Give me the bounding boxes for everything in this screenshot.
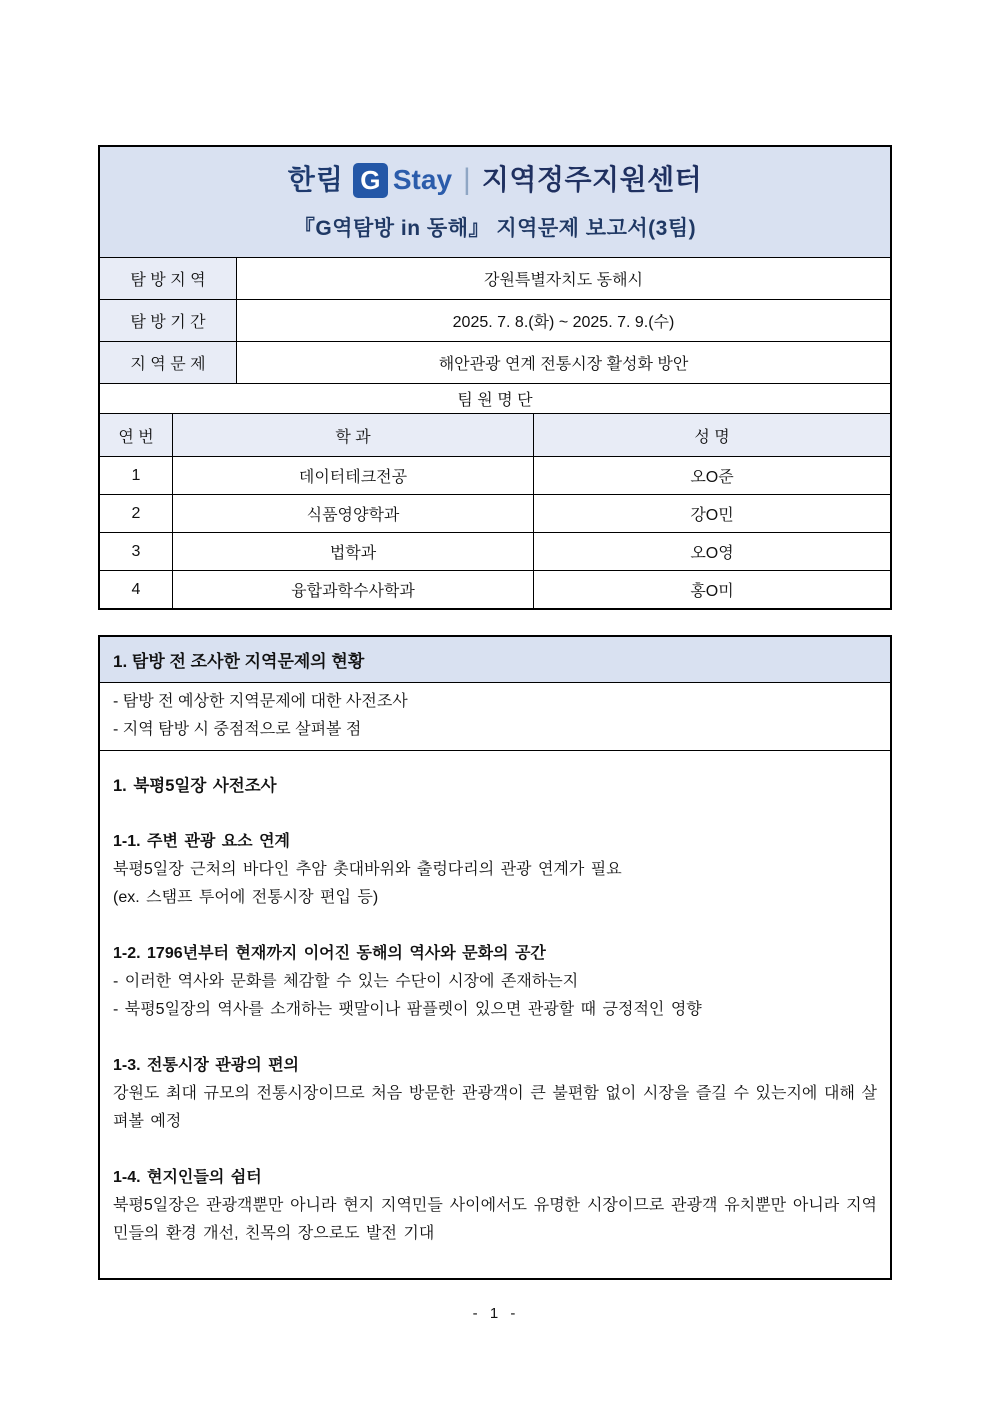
subsection-title: 1-2. 1796년부터 현재까지 이어진 동해의 역사와 문화의 공간	[113, 945, 546, 962]
member-no: 3	[100, 533, 173, 570]
report-title: 『G역탐방 in 동해』 지역문제 보고서(3팀)	[293, 216, 697, 240]
table-row	[100, 456, 890, 494]
subsection-title: 1-3. 전통시장 관광의 편의	[113, 1057, 300, 1074]
info-label-problem: 지 역 문 제	[100, 342, 237, 383]
table-row	[100, 532, 890, 570]
member-no: 2	[100, 495, 173, 532]
logo-separator: |	[463, 163, 471, 196]
team-table-header-row	[100, 413, 890, 456]
spacer	[113, 1136, 877, 1164]
section1-title: 1. 탐방 전 조사한 지역문제의 현황	[100, 637, 890, 682]
info-row-region	[100, 257, 890, 299]
member-name: 오O준	[690, 469, 734, 486]
member-name: 강O민	[690, 507, 734, 524]
member-no: 1	[100, 457, 173, 494]
member-dept: 식품영양학과	[173, 495, 534, 532]
page-number: - 1 -	[472, 1305, 520, 1322]
logo-hallym-text: 한림	[287, 164, 344, 195]
section1-bullet: - 탐방 전 예상한 지역문제에 대한 사전조사	[113, 693, 408, 710]
team-roster-title: 팀 원 명 단	[100, 383, 890, 413]
subsection-line: 북평5일장 근처의 바다인 추암 촛대바위와 출렁다리의 관광 연계가 필요	[113, 861, 622, 878]
subsection-1-3	[113, 1052, 877, 1136]
logo-stay-text: Stay	[392, 164, 453, 195]
team-header-name: 성 명	[694, 428, 730, 446]
info-value-problem: 해안관광 연계 전통시장 활성화 방안	[438, 356, 689, 373]
info-value-region: 강원특별자치도 동해시	[483, 272, 643, 289]
section1-block	[98, 635, 892, 1280]
subsection-line: (ex. 스탬프 투어에 전통시장 편입 등)	[113, 889, 379, 906]
subsection-line: - 이러한 역사와 문화를 체감할 수 있는 수단이 시장에 존재하는지	[113, 973, 579, 990]
member-dept: 데이터테크전공	[173, 457, 534, 494]
spacer	[113, 800, 877, 828]
info-value-period: 2025. 7. 8.(화) ~ 2025. 7. 9.(수)	[452, 314, 675, 331]
subsection-1-4	[113, 1164, 877, 1248]
subsection-title: 1-4. 현지인들의 쉼터	[113, 1169, 262, 1186]
spacer	[113, 912, 877, 940]
report-table	[98, 145, 892, 610]
logo-g-badge-icon: G	[353, 163, 388, 198]
info-label-period: 탐 방 기 간	[100, 300, 237, 341]
section1-body	[100, 750, 890, 1278]
subsection-1-1	[113, 828, 877, 912]
member-no: 4	[100, 571, 173, 608]
info-row-problem	[100, 341, 890, 383]
table-row	[100, 570, 890, 608]
body-heading: 1. 북평5일장 사전조사	[113, 777, 277, 795]
subsection-line: 북평5일장은 관광객뿐만 아니라 현지 지역민들 사이에서도 유명한 시장이므로 관광객 유치뿐만 아니라 지역민들의 환경 개선, 친목의 장으로도 발전 기대	[113, 1197, 877, 1242]
section1-bullet: - 지역 탐방 시 중점적으로 살펴볼 점	[113, 721, 362, 738]
member-dept: 법학과	[173, 533, 534, 570]
team-header-dept: 학 과	[173, 414, 534, 456]
section1-bullets	[100, 682, 890, 750]
subsection-line: - 북평5일장의 역사를 소개하는 팻말이나 팜플렛이 있으면 관광할 때 긍정적인 영향	[113, 1001, 702, 1018]
spacer	[113, 1024, 877, 1052]
logo	[288, 163, 702, 198]
subsection-title: 1-1. 주변 관광 요소 연계	[113, 833, 290, 850]
subsection-line: 강원도 최대 규모의 전통시장이므로 처음 방문한 관광객이 큰 불편함 없이 시장을 즐길 수 있는지에 대해 살펴볼 예정	[113, 1085, 877, 1130]
table-row	[100, 494, 890, 532]
subsection-1-2	[113, 940, 877, 1024]
info-label-region: 탐 방 지 역	[100, 258, 237, 299]
team-header-no: 연 번	[100, 414, 173, 456]
member-name: 홍O미	[690, 583, 734, 600]
logo-center-name: 지역정주지원센터	[481, 164, 703, 195]
info-row-period	[100, 299, 890, 341]
report-header-block	[100, 147, 890, 257]
member-name: 오O영	[690, 545, 734, 562]
member-dept: 융합과학수사학과	[173, 571, 534, 608]
